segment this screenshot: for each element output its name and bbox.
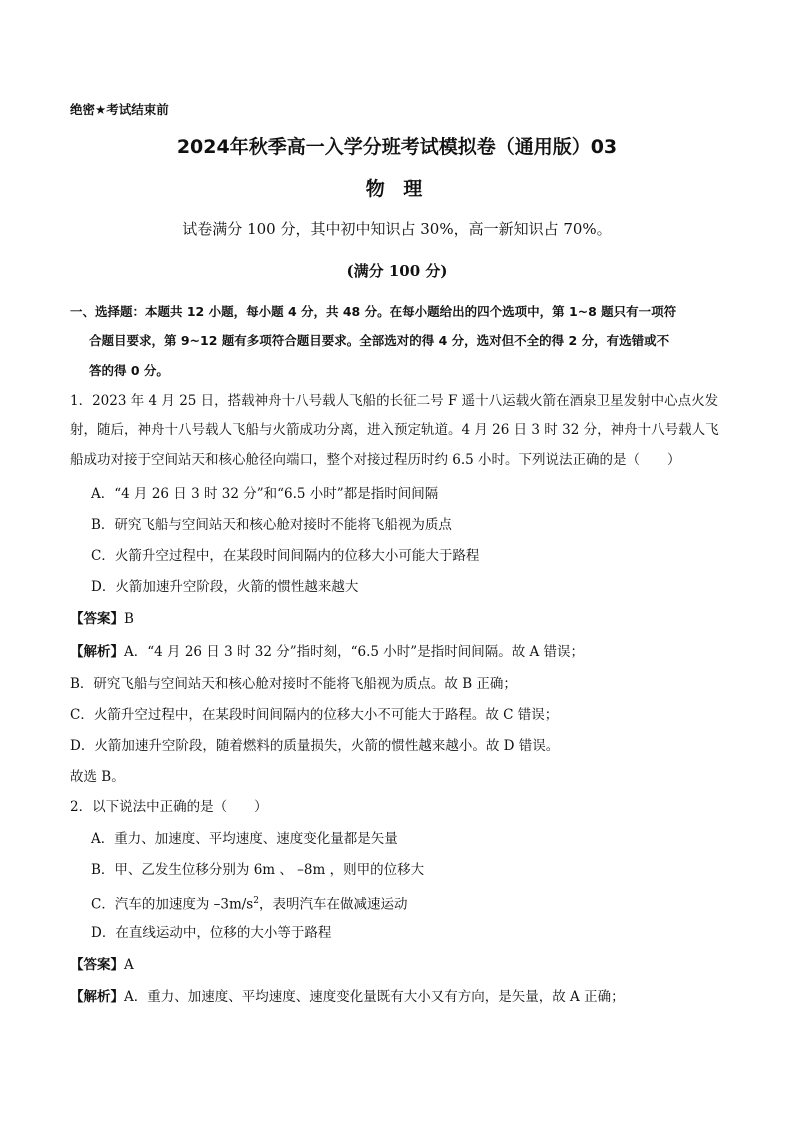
q1-analysis-c: C．火箭升空过程中，在某段时间间隔内的位移大小不可能大于路程。故 C 错误； — [70, 707, 559, 723]
q1-answer — [70, 610, 134, 628]
q1-analysis-b: B．研究飞船与空间站天和核心舱对接时不能将飞船视为质点。故 B 正确； — [70, 676, 517, 692]
q1-conclusion: 故选 B。 — [70, 769, 125, 785]
full-score: (满分 100 分) — [346, 262, 448, 280]
q2-stem: 2．以下说法中正确的是（ ） — [70, 799, 268, 815]
q1-analysis-d: D．火箭加速升空阶段，随着燃料的质量损失，火箭的惯性越来越小。故 D 错误。 — [70, 738, 560, 754]
exam-intro: 试卷满分 100 分，其中初中知识占 30%，高一新知识占 70%。 — [182, 220, 612, 238]
q2-option-a: A．重力、加速度、平均速度、速度变化量都是矢量 — [91, 831, 398, 847]
analysis-tag: 【解析】 — [70, 644, 124, 660]
q1-analysis-a — [70, 643, 584, 661]
q1-stem-line-2: 射，随后，神舟十八号载人飞船与火箭成功分离，进入预定轨道。4 月 26 日 3 时 32 分，神舟十八号载人飞 — [70, 422, 719, 438]
analysis-tag: 【解析】 — [70, 989, 124, 1005]
option-c-rest: ，表明汽车在做减速运动 — [258, 896, 408, 913]
q2-option-d: D．在直线运动中，位移的大小等于路程 — [91, 925, 332, 941]
section-instructions-line-3: 答的得 0 分。 — [89, 363, 169, 378]
superscript: 2 — [253, 896, 259, 906]
analysis-text: A．重力、加速度、平均速度、速度变化量既有大小又有方向，是矢量，故 A 正确； — [124, 989, 625, 1005]
q2-option-b: B．甲、乙发生位移分别为 6m 、 –8m ，则甲的位移大 — [91, 862, 425, 878]
q2-analysis-a — [70, 988, 625, 1006]
exam-title: 2024年秋季高一入学分班考试模拟卷（通用版）03 — [176, 136, 618, 158]
answer-tag: 【答案】 — [70, 957, 124, 973]
q1-option-a: A．“4 月 26 日 3 时 32 分”和“6.5 小时”都是指时间间隔 — [91, 486, 439, 502]
q1-option-c: C．火箭升空过程中，在某段时间间隔内的位移大小可能大于路程 — [91, 548, 480, 564]
q1-stem-line-3: 船成功对接于空间站天和核心舱径向端口，整个对接过程历时约 6.5 小时。下列说法正确的是（ ） — [70, 452, 681, 468]
section-instructions-line-1: 一、选择题：本题共 12 小题，每小题 4 分，共 48 分。在每小题给出的四个选项中，第 1~8 题只有一项符 — [70, 304, 677, 319]
q2-option-c — [91, 892, 407, 914]
answer-tag: 【答案】 — [70, 611, 124, 627]
q1-option-d: D．火箭加速升空阶段，火箭的惯性越来越大 — [91, 579, 359, 595]
answer-value: B — [124, 611, 134, 627]
section-instructions-line-2: 合题目要求，第 9~12 题有多项符合题目要求。全部选对的得 4 分，选对但不全的得 2 分，有选错或不 — [89, 333, 670, 348]
q1-stem-line-1: 1．2023 年 4 月 25 日，搭载神舟十八号载人飞船的长征二号 F 遥十八运载火箭在酒泉卫星发射中心点火发 — [70, 393, 719, 409]
q2-answer — [70, 956, 134, 974]
confidential-label: 绝密★考试结束前 — [70, 102, 169, 117]
option-c-text: C．汽车的加速度为 –3m/s — [91, 896, 254, 913]
analysis-text: A．“4 月 26 日 3 时 32 分”指时刻，“6.5 小时”是指时间间隔。故 A 错误； — [124, 644, 585, 660]
subject-title: 物 理 — [365, 178, 429, 200]
q1-option-b: B．研究飞船与空间站天和核心舱对接时不能将飞船视为质点 — [91, 517, 452, 533]
answer-value: A — [124, 957, 134, 973]
